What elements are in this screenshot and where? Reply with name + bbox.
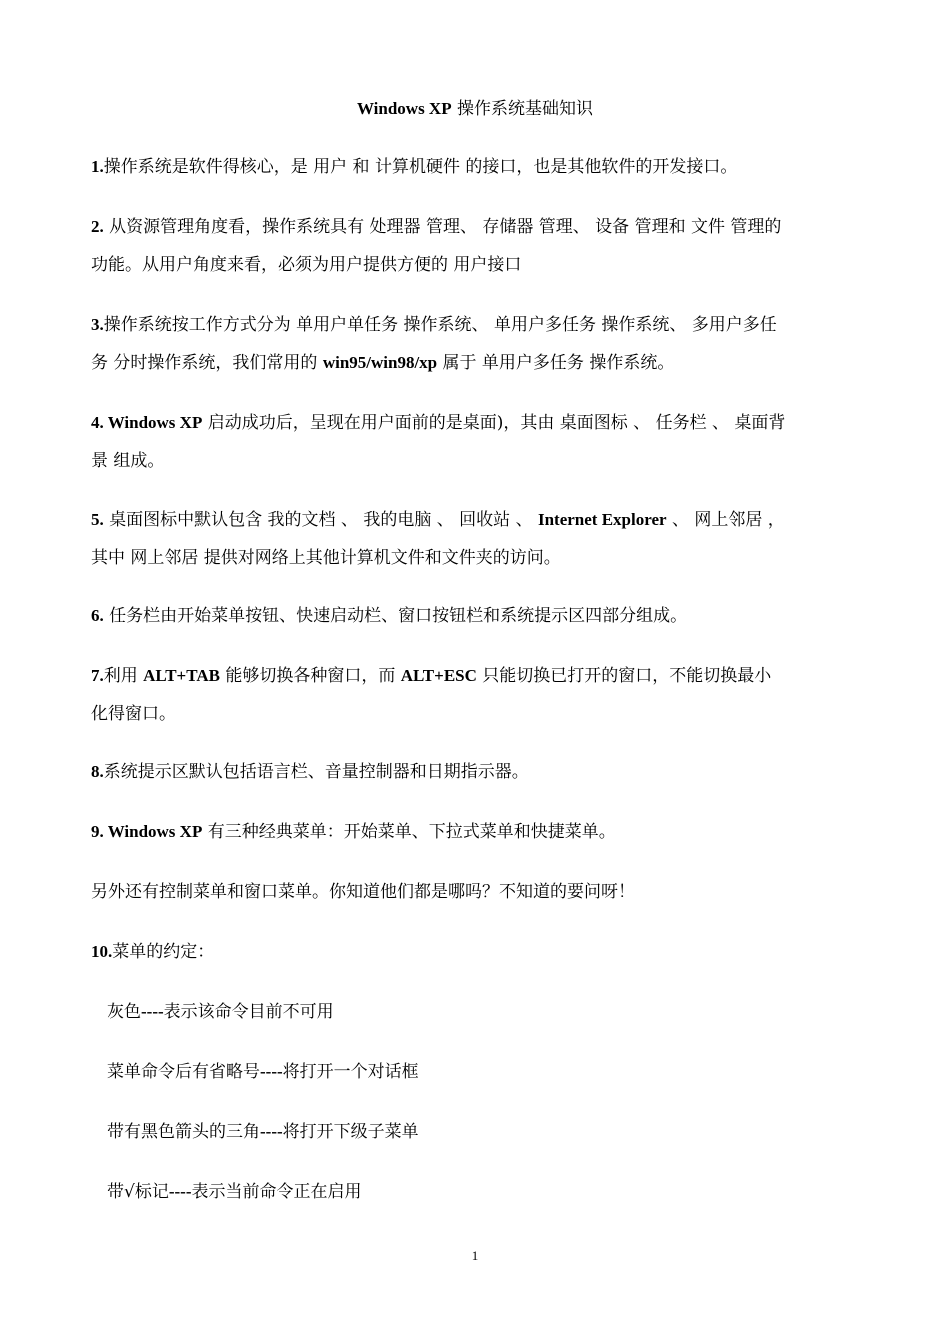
p7-line1c: 能够切换各种窗口，而 [219,666,401,686]
conv-3-b: 表示当前命令正在启用 [191,1182,362,1202]
conv-1-b: 将打开一个对话框 [282,1062,419,1082]
p9-text: 有三种经典菜单：开始菜单、下拉式菜单和快捷菜单。 [202,822,616,842]
paragraph-4-line-1 [91,404,861,442]
p7-line1b: ALT+TAB [143,666,220,685]
p7-line1d: ALT+ESC [400,666,477,685]
p9b-text: 另外还有控制菜单和窗口菜单。你知道他们都是哪吗？不知道的要问呀！ [91,882,635,902]
title-rest: 操作系统基础知识 [451,99,594,119]
p4-line1: 启动成功后，呈现在用户面前的是桌面)，其由 桌面图标 、 任务栏 、 桌面背 [202,413,786,433]
page-title [0,96,950,122]
conv-1-dash: ---- [260,1062,283,1081]
page-number: 1 [471,1248,479,1263]
title-bold: Windows XP [356,99,452,118]
convention-item [107,1113,877,1151]
paragraph-7-line-2 [91,695,861,733]
p2-line2: 功能。从用户角度来看，必须为用户提供方便的 用户接口 [91,255,522,275]
conv-3-dash: ---- [168,1182,192,1201]
paragraph-3-line-1 [91,306,861,344]
conv-0-dash: ---- [141,1002,164,1021]
paragraph-9 [91,813,861,851]
p2-line1: 从资源管理角度看，操作系统具有 处理器 管理、 存储器 管理、 设备 管理和 文件 管理的 [103,217,782,237]
p8-text: 系统提示区默认包括语言栏、音量控制器和日期指示器。 [103,762,529,782]
paragraph-6 [91,597,861,635]
p7-line1a: 利用 [103,666,144,686]
p10-num: 10. [91,942,113,961]
paragraph-3-line-2 [91,344,861,382]
p5-num: 5. [91,510,104,529]
paragraph-5-line-2 [91,539,861,577]
p6-num: 6. [91,606,104,625]
paragraph-2-line-1 [91,208,861,246]
p4-line2: 景 组成。 [91,451,165,471]
p4-num: 4. Windows XP [91,413,203,432]
p6-text: 任务栏由开始菜单按钮、快速启动栏、窗口按钮栏和系统提示区四部分组成。 [103,606,688,626]
p1-text: 操作系统是软件得核心，是 用户 和 计算机硬件 的接口，也是其他软件的开发接口。 [103,157,738,177]
paragraph-7-line-1 [91,657,861,695]
p10-text: 菜单的约定： [112,942,215,962]
p3-line2c: 属于 单用户多任务 操作系统。 [437,353,675,373]
paragraph-9-extra [91,873,861,911]
p8-num: 8. [91,762,104,781]
paragraph-1 [91,148,861,186]
p7-num: 7. [91,666,104,685]
p9-num: 9. Windows XP [91,822,203,841]
conv-2-b: 将打开下级子菜单 [282,1122,419,1142]
p7-line2: 化得窗口。 [91,704,176,724]
p5-line1c: 、 网上邻居 ， [666,510,785,530]
p2-num: 2. [91,217,104,236]
p3-line2a: 务 分时操作系统，我们常用的 [91,353,323,373]
p5-line1a: 桌面图标中默认包含 我的文档 、 我的电脑 、 回收站 、 [103,510,538,530]
conv-0-b: 表示该命令目前不可用 [163,1002,334,1022]
conv-0-a: 灰色 [107,1002,141,1022]
conv-2-dash: ---- [260,1122,283,1141]
p5-line2: 其中 网上邻居 提供对网络上其他计算机文件和文件夹的访问。 [91,548,561,568]
p3-line2b: win95/win98/xp [322,353,438,372]
paragraph-8 [91,753,861,791]
p1-num: 1. [91,157,104,176]
paragraph-4-line-2 [91,442,861,480]
p3-num: 3. [91,315,104,334]
conv-1-a: 菜单命令后有省略号 [107,1062,260,1082]
paragraph-10 [91,933,861,971]
convention-item [107,1173,877,1211]
convention-item [107,1053,877,1091]
p3-line1: 操作系统按工作方式分为 单用户单任务 操作系统、 单用户多任务 操作系统、 多用户多任 [103,315,777,335]
conv-3-a: 带√标记 [107,1182,169,1202]
p5-line1b: Internet Explorer [537,510,667,529]
conv-2-a: 带有黑色箭头的三角 [107,1122,260,1142]
convention-item [107,993,877,1031]
paragraph-5-line-1 [91,501,861,539]
p7-line1e: 只能切换已打开的窗口，不能切换最小 [476,666,772,686]
paragraph-2-line-2 [91,246,861,284]
